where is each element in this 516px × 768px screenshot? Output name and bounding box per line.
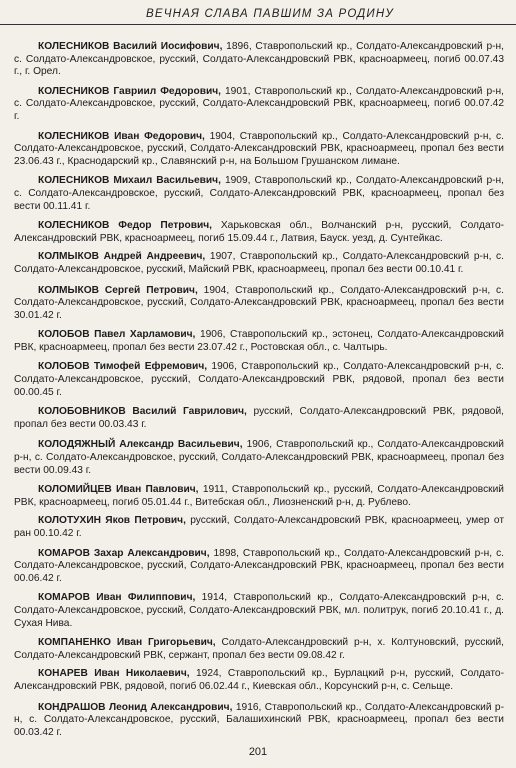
entry-text: 1914, Ставропольский кр., Солдато-Александровский р-н, с. Солдато-Александровское, русский, Солдато-Александровский РВК, мл. политрук, погиб 20.10.41 г., д. Сухая Нива. [14,592,504,629]
entry-text: 1904, Ставропольский кр., Солдато-Александровский р-н, с. Солдато-Александровское, русский, Солдато-Александровский РВК, красноармеец, пропал без вести 23.06.43 г., Краснодарский кр., Славянский р-н, на Большом Грушанском лимане. [14,130,504,167]
entry-name: КОЛЕСНИКОВ Михаил Васильевич, [38,175,221,187]
entry-text: 1896, Ставропольский кр., Солдато-Александровский р-н, с. Солдато-Александровское, русский, Солдато-Александровский РВК, красноармеец, погиб 00.07.43 г., г. Орел. [14,41,504,78]
list-item [14,41,504,79]
entry-name: КОМПАНЕНКО Иван Григорьевич, [38,637,216,649]
header-rule [0,24,516,25]
running-header: ВЕЧНАЯ СЛАВА ПАВШИМ ЗА РОДИНУ [146,8,394,20]
list-item [14,86,504,124]
entry-name: КОЛОТУХИН Яков Петрович, [38,515,186,527]
list-item [14,361,504,399]
list-item [14,285,504,323]
list-item [14,329,504,354]
list-item [14,548,504,586]
list-item [14,251,504,276]
entry-text: 1906, Ставропольский кр., эстонец, Солдато-Александровский РВК, красноармеец, пропал без вести 23.07.42 г., Ростовская обл., с. Чалтырь. [14,329,504,353]
list-item [14,484,504,509]
entry-text: русский, Солдато-Александровский РВК, красноармеец, умер от ран 00.10.42 г. [14,515,504,539]
entry-text: Солдато-Александровский р-н, х. Колтуновский, русский, Солдато-Александровский РВК, сержант, пропал без вести 09.08.42 г. [14,637,505,661]
list-item [14,406,504,431]
entry-text: 1924, Ставропольский кр., Бурлацкий р-н, русский, Солдато-Александровский РВК, рядовой, погиб 06.02.44 г., Киевская обл., Корсунский р-н, с. Сельще. [14,668,504,692]
page-number: 201 [248,746,268,758]
entry-name: КОЛЕСНИКОВ Василий Иосифович, [38,41,223,52]
entry-text: 1909, Ставропольский кр., Солдато-Александровский р-н, с. Солдато-Александровское, русский, Солдато-Александровский РВК, красноармеец, пропал без вести 00.11.41 г. [14,175,505,212]
entry-text: 1901, Ставропольский кр., Солдато-Александровский р-н, с. Солдато-Александровское, русский, Солдато-Александровский РВК, красноармеец, погиб 00.07.42 г. [14,85,504,122]
entry-text: Харьковская обл., Волчанский р-н, русский, Солдато-Александровский РВК, красноармеец, погиб 15.09.44 г., Латвия, Бауск. уезд, д. Сунтейкас. [14,220,504,244]
list-item [14,515,504,540]
list-item [14,439,504,477]
entries-list [14,34,504,739]
entry-name: КОЛМЫКОВ Сергей Петрович, [38,284,198,296]
list-item [14,702,504,740]
entry-name: КОЛМЫКОВ Андрей Андреевич, [38,251,206,263]
entry-text: 1906, Ставропольский кр., Солдато-Александровский р-н, с. Солдато-Александровское, русский, Солдато-Александровский РВК, рядовой, пропал без вести 00.00.45 г. [14,361,504,398]
entry-name: КОЛЕСНИКОВ Иван Федорович, [38,130,205,142]
list-item [14,668,504,693]
list-item [14,175,504,213]
entry-name: КОЛОДЯЖНЫЙ Александр Васильевич, [38,439,243,451]
entry-text: 1911, Ставропольский кр., русский, Солдато-Александровский РВК, красноармеец, погиб 05.01.44 г., Витебская обл., Лиозненский р-н, д. Рублево. [14,484,504,508]
entry-name: КОЛОМИЙЦЕВ Иван Павлович, [38,484,199,496]
entry-name: КОЛОБОВ Павел Харламович, [38,329,196,341]
entry-name: КОМАРОВ Захар Александрович, [38,547,210,559]
list-item [14,637,504,662]
list-item [14,592,504,630]
entry-text: 1904, Ставропольский кр., Солдато-Александровский р-н, с. Солдато-Александровское, русский, Солдато-Александровский РВК, красноармеец, пропал без вести 30.01.42 г. [14,284,504,321]
entry-text: 1906, Ставропольский кр., Солдато-Александровский р-н, с. Солдато-Александровское, русский, Солдато-Александровский РВК, красноармеец, пропал без вести 00.09.43 г. [14,439,504,476]
list-item [14,131,504,169]
entry-name: КОЛЕСНИКОВ Федор Петрович, [38,220,212,232]
entry-name: КОНАРЕВ Иван Николаевич, [38,668,190,680]
entry-name: КОНДРАШОВ Леонид Александрович, [38,701,233,713]
entry-text: 1907, Ставропольский кр., Солдато-Александровский р-н, с. Солдато-Александровское, русский, Майский РВК, красноармеец, пропал без вести 00.10.41 г. [14,251,504,275]
entry-name: КОЛОБОВ Тимофей Ефремович, [38,361,208,373]
entry-name: КОМАРОВ Иван Филиппович, [38,592,196,604]
entry-text: русский, Солдато-Александровский РВК, рядовой, пропал без вести 00.03.43 г. [14,406,504,430]
entry-text: 1898, Ставропольский кр., Солдато-Александровский р-н, с. Солдато-Александровское, русский, Солдато-Александровский РВК, красноармеец, пропал без вести 00.06.42 г. [14,547,504,584]
entry-name: КОЛЕСНИКОВ Гавриил Федорович, [38,85,221,97]
entry-text: 1916, Ставропольский кр., Солдато-Александровский р-н, с. Солдато-Александровское, русский, Балашихинский РВК, красноармеец, пропал без вести 00.03.42 г. [14,701,504,738]
list-item [14,220,504,245]
entry-name: КОЛОБОВНИКОВ Василий Гаврилович, [38,406,247,418]
